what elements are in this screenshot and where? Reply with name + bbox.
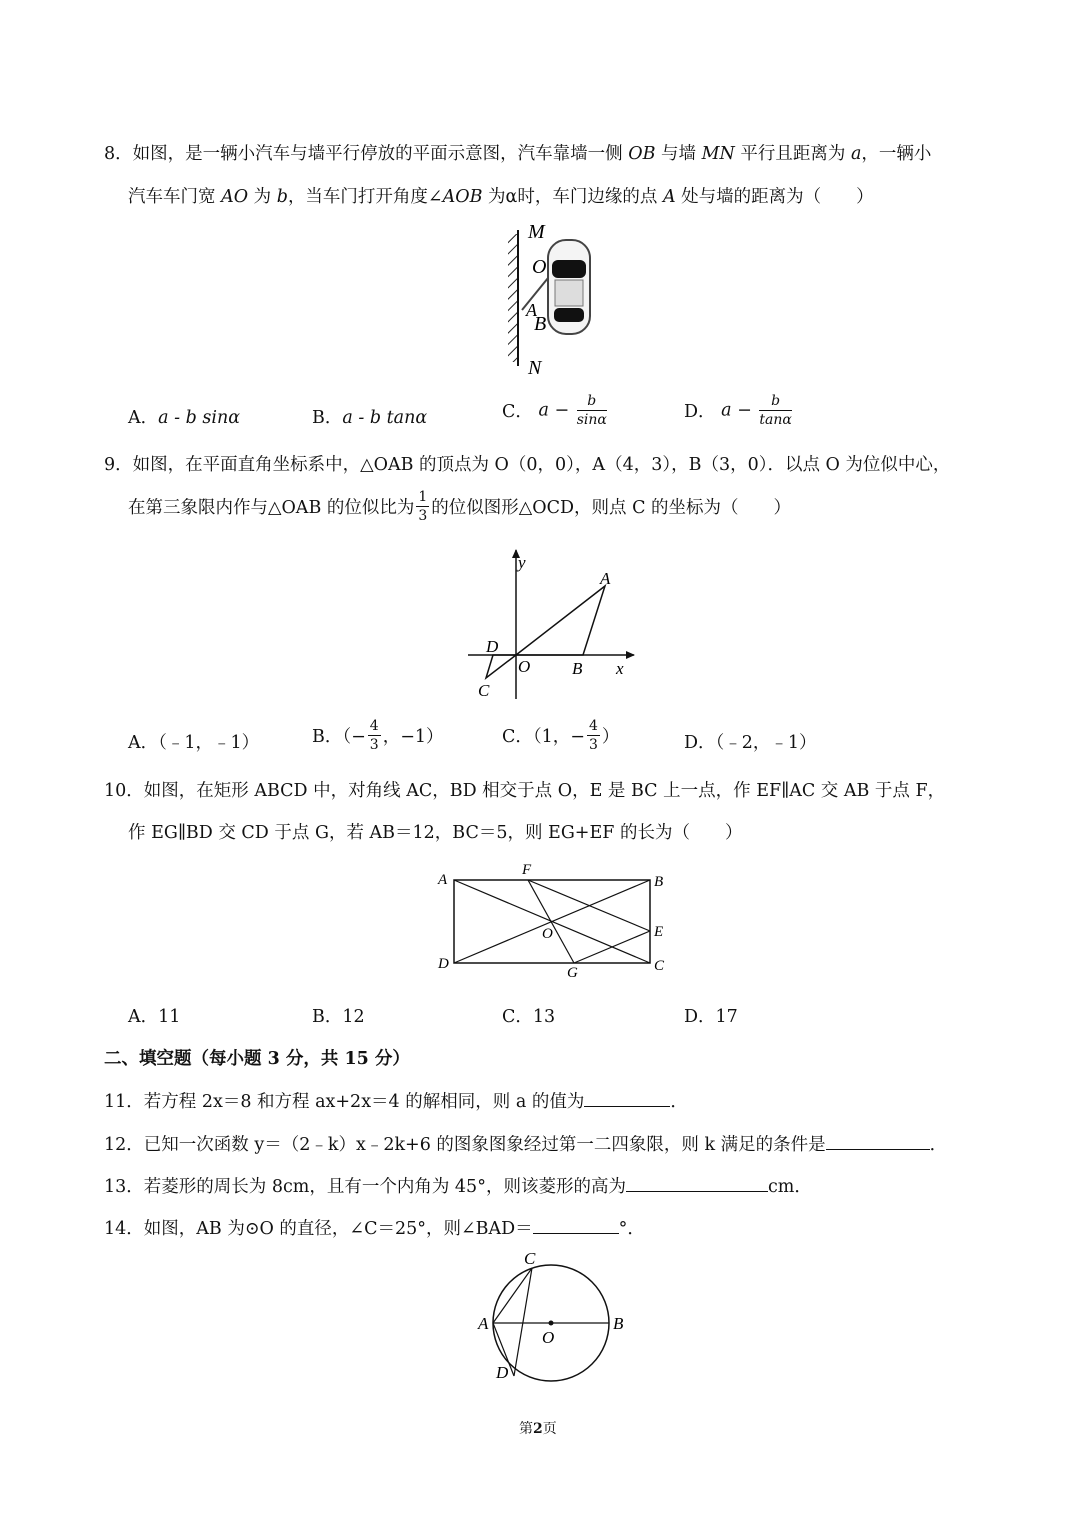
q9-option-a: A．（﹣1，﹣1）: [128, 733, 260, 753]
label-B: B: [654, 874, 664, 890]
label-G: G: [567, 965, 578, 981]
label-C: C: [524, 1249, 536, 1268]
label-O: O: [532, 256, 547, 278]
label-D: D: [438, 956, 449, 972]
answer-blank-12: [826, 1131, 930, 1150]
answer-blank-11: [584, 1088, 670, 1107]
q8-option-d: D． a − $\frac{b}{\tan\alpha}$: [684, 393, 792, 428]
label-B: B: [613, 1314, 624, 1333]
car-roof: [555, 280, 583, 306]
triangle-OAB: [516, 586, 605, 655]
label-B: B: [572, 659, 583, 678]
label-O: O: [542, 1328, 555, 1347]
label-E: E: [654, 924, 664, 940]
chord-AC: [493, 1268, 532, 1323]
q12: 12．已知一次函数 y＝（2﹣k）x﹣2k+6 的图象图象经过第一二四象限，则 k 满足的条件是 ．: [104, 1131, 947, 1156]
q14-figure: [474, 1244, 634, 1384]
q8-option-c: C． a − $\frac{b}{\sin\alpha}$: [502, 393, 607, 428]
label-B: B: [534, 313, 547, 335]
q8-line2: 汽车车门宽 AO 为 b，当车门打开角度∠AOB 为α时，车门边缘的点 A 处与墙的距离为（ ）: [128, 187, 874, 207]
label-O: O: [542, 926, 553, 942]
center-point: [549, 1321, 554, 1326]
q13: 13．若菱形的周长为 8cm，且有一个内角为 45°，则该菱形的高为 cm．: [104, 1173, 812, 1198]
page-number: 第2页: [519, 1421, 557, 1437]
section-2-heading: 二、填空题（每小题 3 分，共 15 分）: [104, 1049, 410, 1069]
q10-option-b: B．12: [312, 1007, 365, 1027]
label-x: x: [616, 659, 624, 678]
q11: 11．若方程 2x＝8 和方程 ax+2x＝4 的解相同，则 a 的值为 ．: [104, 1088, 688, 1113]
label-A: A: [600, 569, 611, 588]
chord-CD: [514, 1268, 532, 1376]
q9-figure: [462, 544, 642, 704]
label-C: C: [654, 958, 665, 974]
label-C: C: [478, 681, 490, 700]
segment-FG: [528, 880, 574, 963]
answer-blank-14: [533, 1215, 619, 1234]
label-D: D: [496, 1363, 509, 1382]
label-O: O: [518, 657, 531, 676]
q8-option-b: B．a - b tanα: [312, 408, 428, 428]
q10-option-d: D．17: [684, 1007, 738, 1027]
label-A: A: [438, 872, 448, 888]
car-rear-window: [554, 308, 584, 322]
q10-line2: 作 EG∥BD 交 CD 于点 G，若 AB＝12，BC＝5，则 EG+EF 的长为（ ）: [128, 823, 743, 843]
q10-line1: 10．如图，在矩形 ABCD 中，对角线 AC，BD 相交于点 O，E 是 BC 上一点，作 EF∥AC 交 AB 于点 F，: [104, 781, 946, 801]
label-N: N: [528, 357, 542, 379]
label-A: A: [478, 1314, 489, 1333]
q9-option-c: C．（1，− $\frac{4}{3}$ ）: [502, 718, 620, 753]
q14: 14．如图，AB 为⊙O 的直径，∠C＝25°，则∠BAD＝ °．: [104, 1215, 645, 1240]
label-y: y: [518, 553, 526, 572]
q8-figure: [500, 216, 600, 382]
label-M: M: [528, 221, 545, 243]
triangle-OCD: [486, 655, 516, 678]
q10-option-a: A．11: [128, 1007, 181, 1027]
q10-option-c: C．13: [502, 1007, 556, 1027]
q10-figure: [432, 858, 672, 982]
q9-option-d: D．（﹣2，﹣1）: [684, 733, 817, 753]
q9-line1: 9．如图，在平面直角坐标系中，△OAB 的顶点为 O（0，0），A（4，3），B（3，0）．以点 O 为位似中心，: [104, 455, 951, 475]
label-D: D: [486, 637, 499, 656]
q8-option-a: A．a - b sinα: [128, 408, 241, 428]
label-F: F: [522, 862, 532, 878]
label-A: A: [526, 300, 537, 320]
answer-blank-13: [626, 1173, 768, 1192]
car-windshield: [552, 260, 586, 278]
q9-option-b: B．（− $\frac{4}{3}$ ，−1）: [312, 718, 444, 753]
q9-line2: 在第三象限内作与△OAB 的位似比为 $\frac{1}{3}$ 的位似图形△OCD，则点 C 的坐标为（ ）: [128, 489, 792, 524]
q8-line1: 8．如图，是一辆小汽车与墙平行停放的平面示意图，汽车靠墙一侧 OB 与墙 MN 平行且距离为 a，一辆小: [104, 144, 932, 164]
wall-hatch: [508, 234, 518, 362]
